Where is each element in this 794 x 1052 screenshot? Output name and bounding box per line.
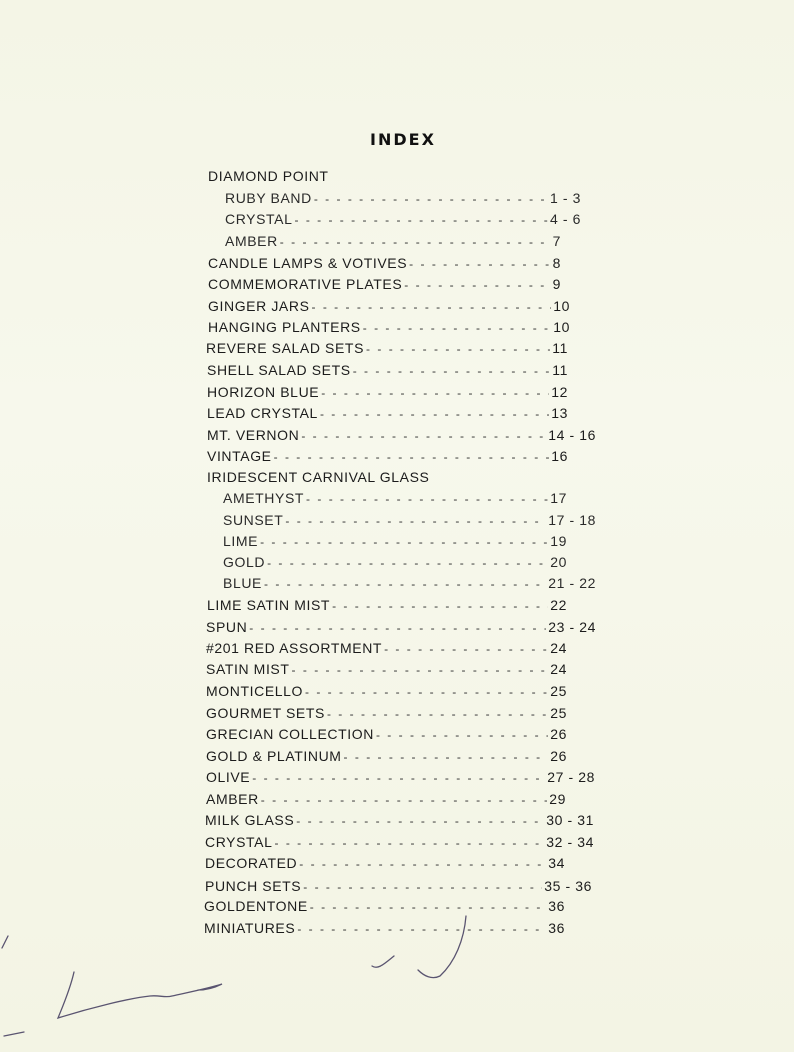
entry-page: 11 — [552, 362, 568, 378]
entry-label: AMBER — [225, 233, 278, 249]
entry-label: COMMEMORATIVE PLATES — [208, 276, 403, 292]
entry-label: #201 RED ASSORTMENT — [206, 640, 383, 656]
entry-page: 36 — [548, 920, 565, 936]
entry-label: RUBY BAND — [225, 190, 312, 206]
entry-label: GRECIAN COLLECTION — [206, 726, 374, 742]
entry-page: 12 — [551, 384, 568, 400]
entry-label: REVERE SALAD SETS — [206, 340, 365, 356]
entry-label: LIME — [223, 533, 259, 549]
scribble-mark-stroke — [418, 916, 466, 978]
entry-page: 21 - 22 — [548, 575, 596, 591]
entry-label: MILK GLASS — [205, 812, 295, 828]
entry-label: GINGER JARS — [208, 298, 310, 314]
entry-page: 9 — [552, 276, 561, 292]
entry-page: 17 - 18 — [548, 512, 596, 528]
entry-page: 11 — [552, 340, 568, 356]
entry-page: 1 - 3 — [549, 190, 581, 206]
entry-label: SPUN — [206, 619, 248, 635]
entry-label: GOLD — [223, 554, 266, 570]
entry-label: IRIDESCENT CARNIVAL GLASS — [207, 469, 430, 485]
entry-label: GOLDENTONE — [204, 898, 308, 914]
entry-label: GOLD & PLATINUM — [206, 748, 342, 764]
entry-page: 25 — [550, 705, 567, 721]
entry-label: SATIN MIST — [206, 661, 290, 677]
entry-label: MINIATURES — [204, 920, 296, 936]
entry-page: 20 — [550, 554, 567, 570]
entry-page: 35 - 36 — [544, 878, 592, 894]
entry-label: CRYSTAL — [205, 834, 273, 850]
scribble-mark-tick — [372, 956, 394, 967]
entry-page: 17 — [550, 490, 567, 506]
entry-label: MONTICELLO — [206, 683, 304, 699]
entry-page: 7 — [552, 233, 561, 249]
entry-page: 23 - 24 — [548, 619, 596, 635]
entry-page: 26 — [550, 748, 567, 764]
entry-page: 4 - 6 — [549, 211, 581, 227]
entry-label: LIME SATIN MIST — [207, 597, 331, 613]
index-title: INDEX — [370, 130, 436, 149]
entry-label: MT. VERNON — [207, 427, 300, 443]
entry-page: 13 — [551, 405, 568, 421]
entry-label: GOURMET SETS — [206, 705, 325, 721]
entry-page: 19 — [550, 533, 567, 549]
entry-page: 25 — [550, 683, 567, 699]
entry-page: 34 — [548, 855, 565, 871]
entry-label: DIAMOND POINT — [208, 168, 329, 184]
entry-page: 29 — [549, 791, 566, 807]
entry-label: CANDLE LAMPS & VOTIVES — [208, 255, 408, 271]
entry-label: LEAD CRYSTAL — [207, 405, 318, 421]
entry-page: 10 — [553, 298, 570, 314]
entry-label: AMETHYST — [223, 490, 305, 506]
scribble-mark-corner — [4, 1032, 24, 1036]
entry-label: VINTAGE — [207, 448, 272, 464]
entry-page: 14 - 16 — [548, 427, 596, 443]
entry-label: CRYSTAL — [225, 211, 293, 227]
entry-label: DECORATED — [205, 855, 298, 871]
entry-page: 24 — [550, 640, 567, 656]
entry-page: 26 — [550, 726, 567, 742]
scribble-mark-edge — [2, 936, 8, 948]
entry-page: 24 — [550, 661, 567, 677]
entry-label: HORIZON BLUE — [207, 384, 320, 400]
entry-label: BLUE — [223, 575, 262, 591]
entry-label: SUNSET — [223, 512, 284, 528]
entry-label: HANGING PLANTERS — [208, 319, 361, 335]
entry-page: 32 - 34 — [546, 834, 594, 850]
entry-label: SHELL SALAD SETS — [207, 362, 351, 378]
entry-page: 22 — [550, 597, 567, 613]
entry-page: 16 — [551, 448, 568, 464]
entry-page: 36 — [548, 898, 565, 914]
entry-page: 30 - 31 — [546, 812, 594, 828]
entry-page: 8 — [552, 255, 561, 271]
entry-page: 27 - 28 — [547, 769, 595, 785]
entry-label: PUNCH SETS — [205, 878, 302, 894]
entry-page: 10 — [553, 319, 570, 335]
scribble-mark-left — [58, 972, 222, 1018]
entry-label: AMBER — [206, 791, 259, 807]
entry-label: OLIVE — [206, 769, 251, 785]
